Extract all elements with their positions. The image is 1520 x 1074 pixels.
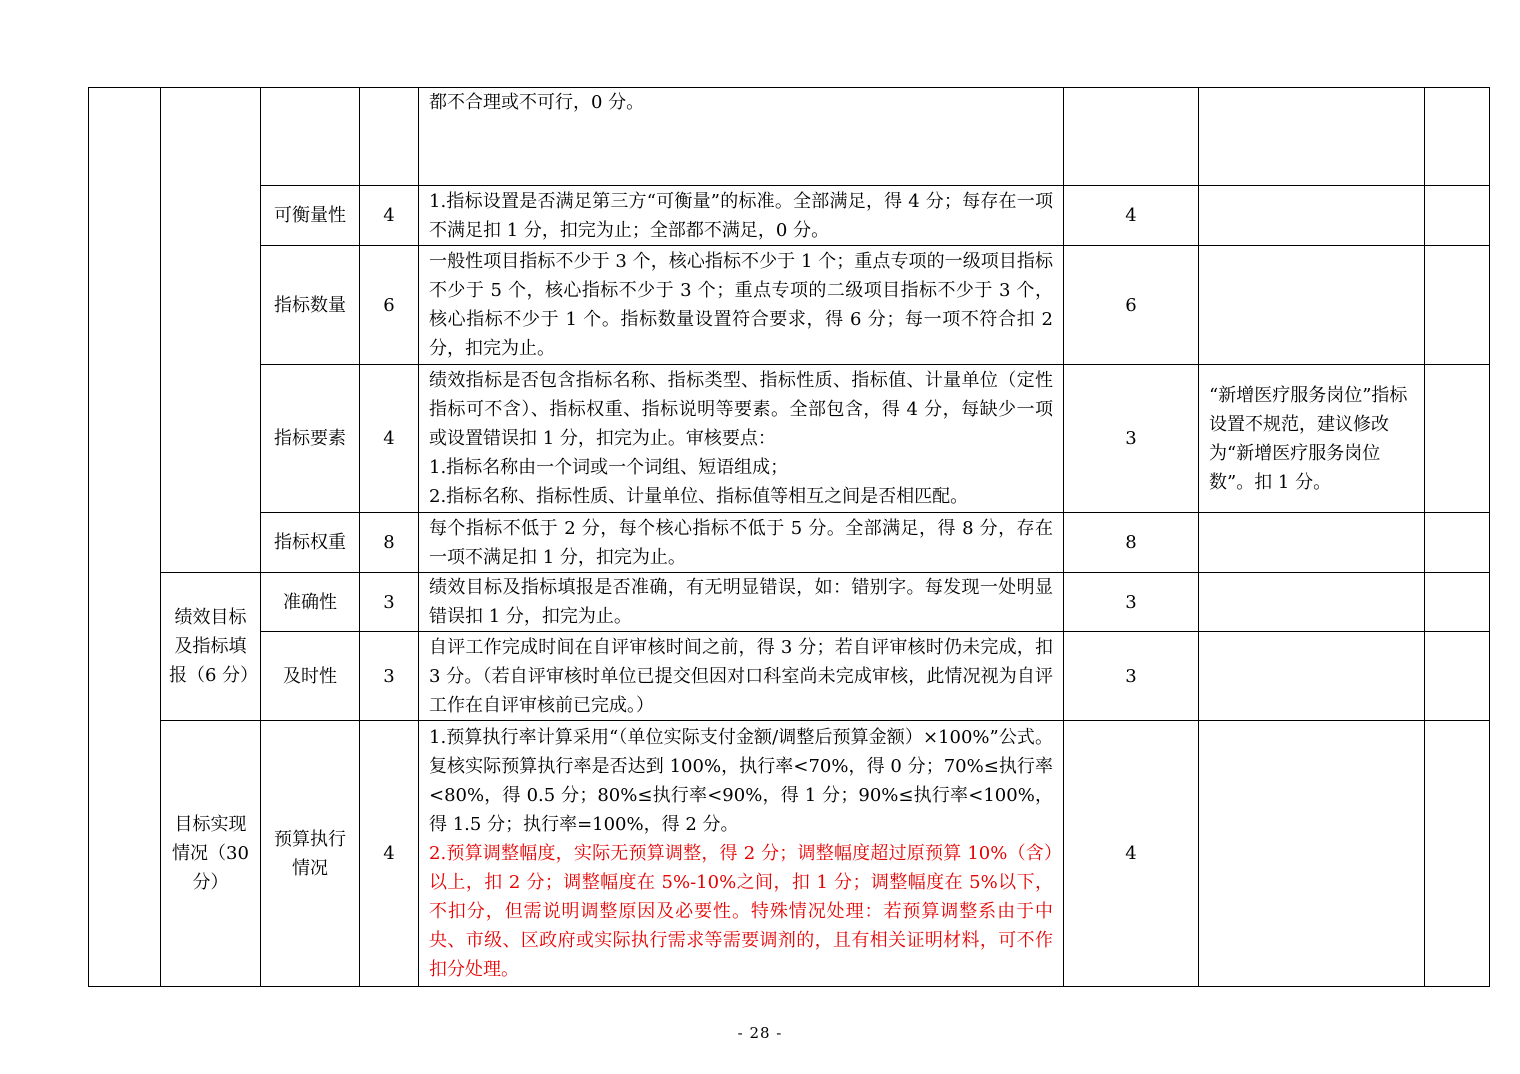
extra-cell	[1425, 513, 1490, 573]
criteria-text: 一般性项目指标不少于 3 个，核心指标不少于 1 个；重点专项的一级项目指标不少于 5 个，核心指标不少于 3 个；重点专项的二级项目指标不少于 3 个，核心指标不少于 1 个。指标数量设置符合要求，得 6 分；每一项不符合扣 2 分，扣完为止。	[429, 251, 1053, 359]
category-cell: 目标实现情况（30 分）	[161, 721, 261, 987]
table-row	[89, 246, 1490, 365]
weight-cell: 4	[360, 721, 419, 987]
criteria-cell	[419, 513, 1064, 573]
extra-cell	[1425, 721, 1490, 987]
weight-cell: 8	[360, 513, 419, 573]
criteria-text: 2.指标名称、指标性质、计量单位、指标值等相互之间是否相匹配。	[429, 486, 969, 507]
criteria-text: 1.预算执行率计算采用“（单位实际支付金额/调整后预算金额）×100%”公式。复核实际预算执行率是否达到 100%，执行率<70%，得 0 分；70%≤执行率<80%，得 0.5 分；80%≤执行率<90%，得 1 分；90%≤执行率<100%，得 1.5 分；执行率=100%，得 2 分。	[429, 727, 1053, 835]
extra-cell	[1425, 632, 1490, 721]
level1-cell	[89, 88, 161, 987]
evaluation-table	[88, 87, 1490, 987]
remark-cell	[1199, 721, 1425, 987]
category-cell: 绩效目标及指标填报（6 分）	[161, 573, 261, 721]
table-row	[89, 573, 1490, 632]
criteria-cell	[419, 246, 1064, 365]
criteria-cell	[419, 632, 1064, 721]
score-cell: 3	[1064, 365, 1199, 513]
criteria-text: 绩效目标及指标填报是否准确，有无明显错误，如：错别字。每发现一处明显错误扣 1 分，扣完为止。	[429, 577, 1053, 627]
criteria-text: 都不合理或不可行，0 分。	[429, 92, 645, 113]
criteria-cell	[419, 721, 1064, 987]
criteria-text: 1.指标设置是否满足第三方“可衡量”的标准。全部满足，得 4 分；每存在一项不满足扣 1 分，扣完为止；全部都不满足，0 分。	[429, 190, 1053, 241]
remark-cell	[1199, 246, 1425, 365]
weight-cell: 4	[360, 186, 419, 246]
extra-cell	[1425, 88, 1490, 186]
weight-cell: 3	[360, 632, 419, 721]
criteria-text: 自评工作完成时间在自评审核时间之前，得 3 分；若自评审核时仍未完成，扣 3 分。（若自评审核时单位已提交但因对口科室尚未完成审核，此情况视为自评工作在自评审核前已完成。）	[429, 636, 1053, 716]
score-cell: 3	[1064, 632, 1199, 721]
score-cell: 3	[1064, 573, 1199, 632]
item-cell: 指标权重	[261, 513, 360, 573]
criteria-text: 绩效指标是否包含指标名称、指标类型、指标性质、指标值、计量单位（定性指标可不含）、指标权重、指标说明等要素。全部包含，得 4 分，每缺少一项或设置错误扣 1 分，扣完为止。审核要点：	[429, 370, 1053, 449]
extra-cell	[1425, 365, 1490, 513]
item-cell: 及时性	[261, 632, 360, 721]
item-cell: 准确性	[261, 573, 360, 632]
criteria-text: 每个指标不低于 2 分，每个核心指标不低于 5 分。全部满足，得 8 分，存在一项不满足扣 1 分，扣完为止。	[429, 517, 1053, 568]
weight-cell: 4	[360, 365, 419, 513]
score-cell: 4	[1064, 721, 1199, 987]
criteria-text-highlight: 2.预算调整幅度，实际无预算调整，得 2 分；调整幅度超过原预算 10%（含）以上，扣 2 分；调整幅度在 5%-10%之间，扣 1 分；调整幅度在 5%以下，不扣分，但需说明调整原因及必要性。特殊情况处理：若预算调整系由于中央、市级、区政府或实际执行需求等需要调剂的，且有相关证明材料，可不作扣分处理。	[429, 843, 1053, 980]
remark-cell	[1199, 513, 1425, 573]
remark-cell	[1199, 186, 1425, 246]
table-row	[89, 365, 1490, 513]
criteria-cell	[419, 365, 1064, 513]
remark-cell	[1199, 88, 1425, 186]
page-number: - 28 -	[737, 1024, 783, 1042]
item-cell: 指标数量	[261, 246, 360, 365]
table-row	[89, 88, 1490, 186]
criteria-cell	[419, 186, 1064, 246]
table-row	[89, 186, 1490, 246]
extra-cell	[1425, 573, 1490, 632]
weight-cell: 6	[360, 246, 419, 365]
category-cell	[161, 88, 261, 573]
item-cell: 指标要素	[261, 365, 360, 513]
score-cell: 6	[1064, 246, 1199, 365]
criteria-cell	[419, 573, 1064, 632]
table-row	[89, 632, 1490, 721]
remark-cell: “新增医疗服务岗位”指标设置不规范，建议修改为“新增医疗服务岗位数”。扣 1 分。	[1199, 365, 1425, 513]
score-cell: 4	[1064, 186, 1199, 246]
score-cell	[1064, 88, 1199, 186]
criteria-cell	[419, 88, 1064, 186]
remark-cell	[1199, 573, 1425, 632]
extra-cell	[1425, 186, 1490, 246]
extra-cell	[1425, 246, 1490, 365]
table-row	[89, 513, 1490, 573]
criteria-text: 1.指标名称由一个词或一个词组、短语组成；	[429, 457, 789, 478]
item-cell	[261, 88, 360, 186]
weight-cell: 3	[360, 573, 419, 632]
remark-cell	[1199, 632, 1425, 721]
item-cell: 预算执行情况	[261, 721, 360, 987]
table-row	[89, 721, 1490, 987]
item-cell: 可衡量性	[261, 186, 360, 246]
weight-cell	[360, 88, 419, 186]
score-cell: 8	[1064, 513, 1199, 573]
